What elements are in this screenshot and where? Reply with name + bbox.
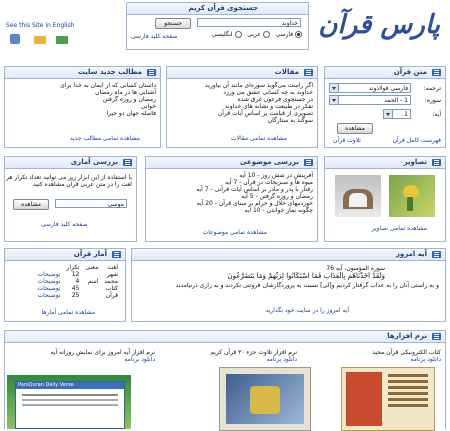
quran-stats-more-link[interactable]: مشاهده تمامی آمارها [41,309,95,316]
software-download-link[interactable]: دانلود برنامه [124,356,155,363]
new-topics-line[interactable]: آشنایی ها در ماه رمضان [95,89,156,96]
new-topics-line[interactable]: فاصله جهان دو جیرا [106,110,156,117]
software-item-title: کتاب الکترونیکی قرآن مجید [372,349,441,356]
quran-stats-title: آمار قرآن [73,250,107,258]
col-word: لغت [107,264,118,271]
mail-icon[interactable] [56,36,68,44]
topical-panel [145,156,318,242]
topical-line[interactable]: رفتار با پدر و مادر بر اساس آیات قرآنی - 7 آیه [196,186,313,193]
details-link[interactable]: توضیحات [37,292,61,299]
articles-line: تصویری از قیامت بر اساس آیات قرآن [217,110,313,117]
articles-line: اگر راست می‌گوید سوره‌ای مانند آن بیاورید [205,82,313,89]
word-count-input[interactable]: موسی [55,199,127,208]
images-more-link[interactable]: مشاهده تمامی تصاویر [371,225,427,232]
option-english[interactable]: انگلیسی [212,31,242,38]
table-row: شهر 12 توضیحات [34,271,121,278]
table-header-row [34,264,121,271]
images-header-icon [432,159,441,166]
quran-stats-header-icon [112,251,121,258]
verse-embed-link[interactable]: آیه امروز را در سایت خود بگذارید [265,307,349,314]
app-window [15,381,125,429]
topical-line[interactable]: خوردنیهای حلال و حرام بر مبنای قرآن - 20 آیه [196,200,313,207]
quran-text-header-icon [432,69,441,76]
translation-label: ترجمه: [423,85,441,92]
view-quran-button[interactable]: مشاهده [337,123,373,134]
software-download-link[interactable]: دانلود برنامه [410,356,441,363]
topical-line[interactable]: میوه ها و سبزیجات در قرآن - 7 آیه [225,179,313,186]
new-topics-title: مطالب جدید سایت [77,68,142,76]
full-index-link[interactable]: فهرست کامل قرآن [392,137,441,144]
radio-english[interactable] [235,31,242,38]
details-link[interactable]: توضیحات [37,278,61,285]
aya-label: آیه: [432,111,441,118]
statistical-header-icon [123,159,132,166]
new-topics-text [10,82,156,117]
new-topics-header-icon [147,69,156,76]
table-row: کتاب 45 توضیحات [34,285,121,292]
quran-stats-panel [4,248,126,322]
statistical-text [6,174,132,188]
search-panel [126,2,309,50]
site-logo[interactable] [312,10,440,50]
statistical-line: با استفاده از این ابزار زیر می توانید تعداد تکرار هر [6,174,132,181]
software-panel [4,330,446,429]
verse-of-day-panel [131,248,446,322]
search-language-options [212,31,302,38]
quran-text-panel [324,66,446,148]
search-keyboard-link[interactable]: صفحه کلید فارسی [131,33,178,40]
software-thumb-daily-verse[interactable] [7,375,131,429]
topical-title: بررسی موضوعی [239,158,299,166]
search-panel-header [127,3,308,15]
topical-line[interactable]: چگونه نماز خواندن - 10 آیه [244,207,313,214]
sura-label: سوره: [424,97,441,104]
software-download-link[interactable]: دانلود برنامه [266,356,297,363]
topical-text [151,172,313,214]
articles-title: مقالات [274,68,299,76]
radio-arabic[interactable] [263,31,270,38]
statistical-title: بررسی آماری [70,158,118,166]
header-icons [10,34,70,46]
image-thumb-nature[interactable] [389,175,435,217]
sura-select[interactable]: 1 - الحمد [329,95,411,105]
chevron-down-icon [330,84,339,92]
option-farsi[interactable]: فارسی [275,31,302,38]
topical-line[interactable]: آفرینش در شش روز - 10 آیه [239,172,313,179]
articles-header-icon [304,69,313,76]
chevron-down-icon [330,96,339,104]
new-topics-more-link[interactable]: مشاهده تمامی مطالب جدید [69,135,140,142]
verse-of-day-header-icon [432,251,441,258]
details-link[interactable]: توضیحات [37,271,61,278]
col-meaning: معنی [85,264,99,271]
logo-text: پارس قرآن [318,10,440,40]
software-item-title: نرم افزار آیه امروز برای نمایش روزانه آیه [50,349,155,356]
details-link[interactable]: توضیحات [37,285,61,292]
verse-of-day-title: آیه امروز [395,250,427,258]
folder-icon[interactable] [34,36,46,44]
software-header-icon [432,333,441,340]
new-topics-line[interactable]: رمضان و روزه گرفتن [102,96,156,103]
radio-farsi[interactable] [295,31,302,38]
statistical-line: لغت را در متن عربی قرآن مشاهده کنید [33,181,132,188]
aya-select[interactable]: 1 [383,109,411,119]
software-item-title: نرم افزار تلاوت جزء ۳۰ قرآن کریم [210,349,297,356]
articles-panel [166,66,318,148]
articles-line: در جستجوی فرعون غرق شده [237,96,313,103]
search-button[interactable]: جستجو [155,18,191,29]
images-title: تصاویر [403,158,427,166]
translation-select[interactable]: فارسی فولادوند [329,83,411,93]
articles-line: خداوند به چه کسانی عشق می ورزد [223,89,313,96]
images-panel [324,156,446,242]
chevron-down-icon [384,110,393,118]
new-topics-panel [4,66,161,148]
software-thumb-recitation[interactable] [219,367,311,431]
statistical-panel [4,156,137,242]
recitation-link[interactable]: تلاوت قرآن [333,137,361,144]
statistical-keyboard-link[interactable]: صفحه کلید فارسی [41,221,88,228]
topical-header-icon [304,159,313,166]
software-title: نرم افزارها [387,332,427,340]
articles-line: تفکر در طبیعت و نشانه های خداوند [224,103,313,110]
table-row: محمد اسم 4 توضیحات [34,278,121,285]
quran-stats-table [34,264,121,299]
app-window-titlebar: ParsQuran Daily Verse [16,382,124,389]
verse-arabic-text: وَلَقَدْ أَخَذْنَاهُم بِالْعَذَابِ فَمَا اسْتَكَانُوا لِرَبِّهِمْ وَمَا يَتَضَرَّعُونَ [227,272,385,280]
home-icon[interactable] [10,34,20,44]
verse-sura-line: سوره المؤمنون، آیه 76 [326,265,385,272]
topical-line[interactable]: رمضان و روزه گرفتن - 5 آیه [241,193,313,200]
software-thumb-ebook[interactable] [341,367,435,431]
image-thumb-mosque[interactable] [335,175,381,217]
articles-text [173,82,313,124]
new-topics-line[interactable]: خوانی [140,103,156,110]
verse-translation: و به راستی آنان را به عذاب گرفتار کردیم و[لی] نسبت به پروردگارشان فروتنی نکردند و به زاری درنیامدند [175,282,439,289]
quran-text-title: متن قرآن [393,68,427,76]
word-count-button[interactable]: مشاهده [13,199,49,210]
new-topics-line[interactable]: داستان کسانی که از ایمان به خدا برای [60,82,156,89]
topical-more-link[interactable]: مشاهده تمامی موضوعات [202,229,267,236]
english-link[interactable]: See this Site in English [6,22,75,29]
option-arabic[interactable]: عربی [247,31,269,38]
search-title: جستجوی قرآن کریم [188,4,258,12]
col-count: تکرار [66,264,80,271]
table-row: قرآن 25 توضیحات [34,292,121,299]
articles-line: سوگند به ستارگان [267,117,313,124]
articles-more-link[interactable]: مشاهده تمامی مقالات [231,135,287,142]
search-input[interactable]: خداوند [197,18,301,27]
